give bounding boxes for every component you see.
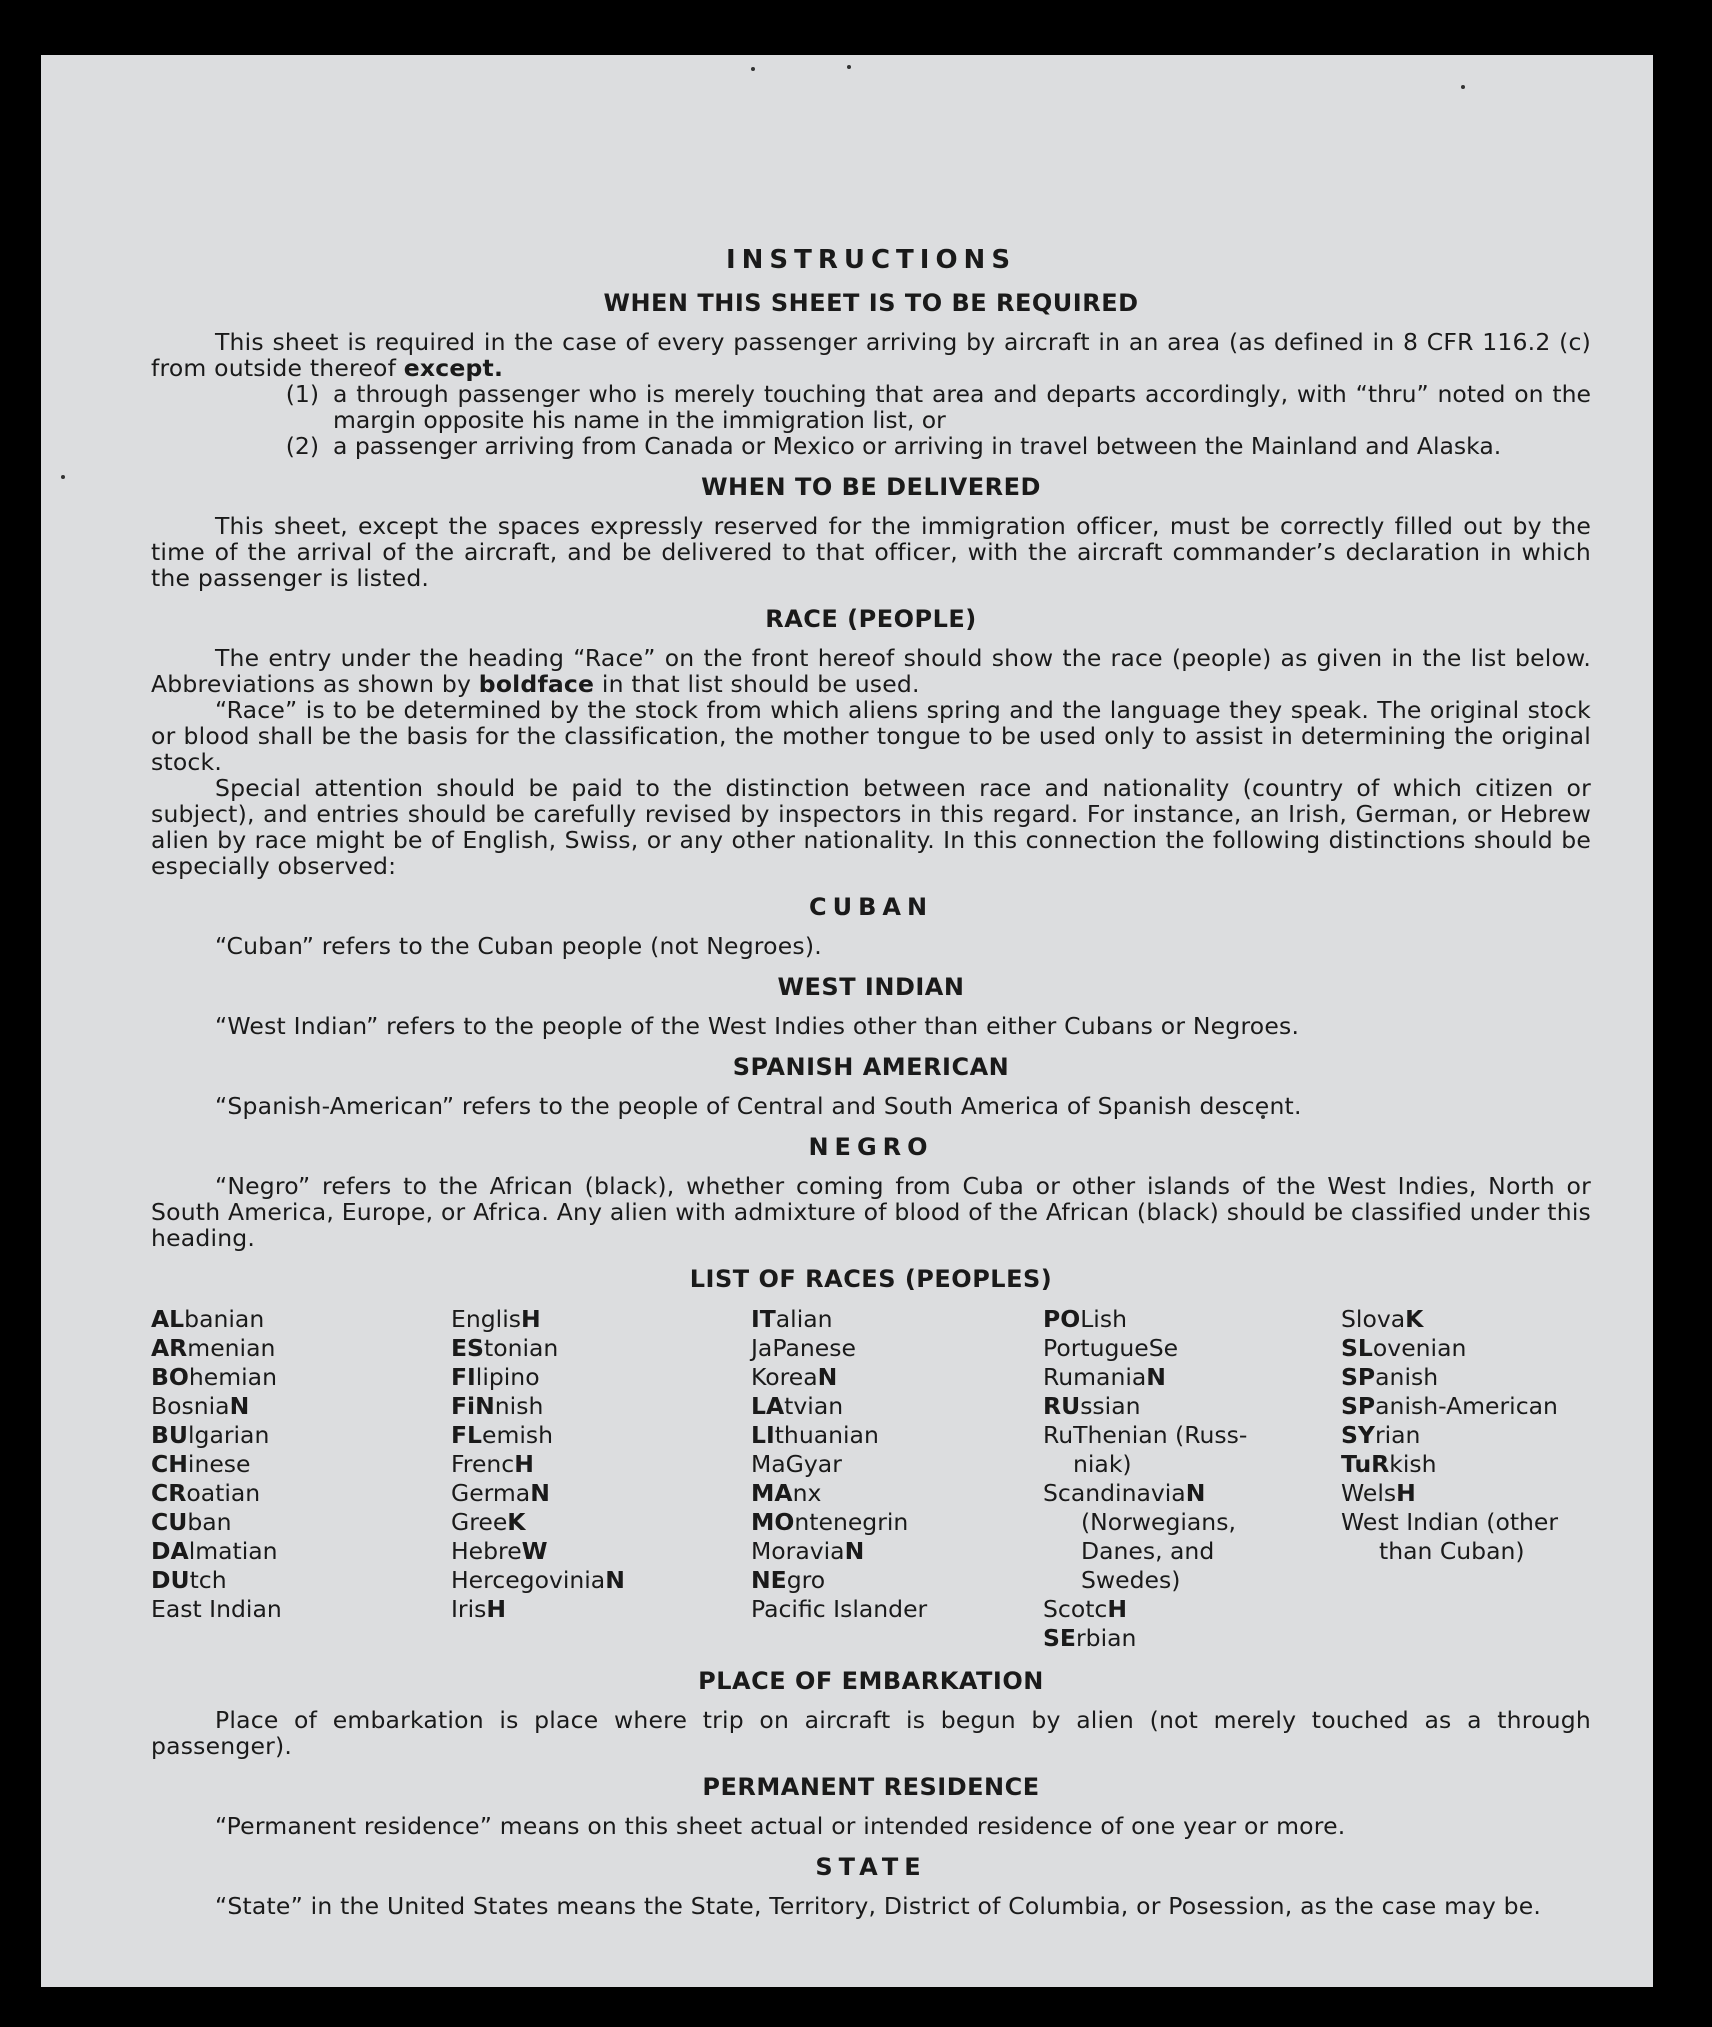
race-entry: SLovenian [1341,1334,1467,1362]
races-list [151,1305,1591,1653]
race-paragraph-1: The entry under the heading “Race” on the front hereof should show the race (people) as given in the list below. Abbreviations as shown by boldface in that list should be used. [151,644,1591,698]
race-entry: HebreW [451,1537,548,1565]
race-entry: ALbanian [151,1305,265,1333]
delivered-paragraph: This sheet, except the spaces expressly reserved for the immigration officer, must be correctly filled out by the time of the arrival of the aircraft, and be delivered to that officer, with the aircraft commander’s declaration in which the passenger is listed. [151,512,1591,592]
race-entry: EnglisH [451,1305,541,1333]
race-entry: Danes, and [1081,1537,1215,1565]
race-entry: BOhemian [151,1363,277,1391]
document-sheet [41,55,1653,1987]
instructions-content [151,185,1591,1919]
race-entry: CHinese [151,1450,251,1478]
heading-race: RACE (PEOPLE) [765,605,977,633]
heading-list-of-races: LIST OF RACES (PEOPLES) [689,1265,1053,1293]
race-entry: SPanish-American [1341,1392,1558,1420]
race-entry: PortugueSe [1043,1334,1179,1362]
heading-cuban: CUBAN [808,893,934,921]
race-paragraph-2: “Race” is to be determined by the stock from which aliens spring and the language they speak. The original stock or blood shall be the basis for the classification, the mother tongue to be used only to assist in determining the original stock. [151,696,1591,776]
race-entry: CRoatian [151,1479,261,1507]
race-entry: RUssian [1043,1392,1141,1420]
race-entry: NEgro [751,1566,826,1594]
scan-speck [1461,85,1465,89]
race-entry: RumaniaN [1043,1363,1166,1391]
race-entry: RuThenian (Russ- [1043,1421,1248,1449]
races-column-2 [451,1305,751,1653]
heading-negro: NEGRO [808,1133,934,1161]
race-entry: FrencH [451,1450,534,1478]
residence-paragraph: “Permanent residence” means on this sheet actual or intended residence of one year or more. [215,1812,1346,1840]
race-entry: West Indian (other [1341,1508,1559,1536]
heading-when-delivered: WHEN TO BE DELIVERED [701,473,1041,501]
scan-speck [751,67,755,71]
race-entry: MoraviaN [751,1537,865,1565]
race-entry: ScotcH [1043,1595,1128,1623]
race-entry: MAnx [751,1479,822,1507]
race-entry: BosniaN [151,1392,250,1420]
required-intro: This sheet is required in the case of every passenger arriving by aircraft in an area (as defined in 8 CFR 116.2 (c) from outside thereof except. [151,328,1591,382]
race-entry: Pacific Islander [751,1595,928,1623]
races-column-4 [1043,1305,1341,1653]
cuban-paragraph: “Cuban” refers to the Cuban people (not Negroes). [215,932,822,960]
race-entry: SErbian [1043,1624,1137,1652]
race-entry: GermaN [451,1479,550,1507]
race-entry: TuRkish [1341,1450,1437,1478]
negro-paragraph: “Negro” refers to the African (black), whether coming from Cuba or other islands of the West Indies, North or South America, Europe, or Africa. Any alien with admixture of blood of the African (black) should be classified under this heading. [151,1172,1591,1252]
race-entry: SlovaK [1341,1305,1424,1333]
race-entry: IrisH [451,1595,507,1623]
races-column-5 [1341,1305,1591,1653]
race-entry: ITalian [751,1305,833,1333]
race-entry: MaGyar [751,1450,842,1478]
race-entry: DUtch [151,1566,227,1594]
race-entry: niak) [1073,1450,1132,1478]
race-entry: East Indian [151,1595,282,1623]
race-entry: FLemish [451,1421,554,1449]
embarkation-paragraph: Place of embarkation is place where trip on aircraft is begun by alien (not merely touched as a through passenger). [151,1706,1591,1760]
west-indian-paragraph: “West Indian” refers to the people of the West Indies other than either Cubans or Negroes. [215,1012,1300,1040]
race-entry: BUlgarian [151,1421,270,1449]
race-paragraph-3: Special attention should be paid to the distinction between race and nationality (country of which citizen or subject), and entries should be carefully revised by inspectors in this regard. For instance, an Irish, German, or Hebrew alien by race might be of English, Swiss, or any other nationality. In this connection the following distinctions should be especially observed: [151,774,1591,880]
race-entry: ScandinaviaN [1043,1479,1206,1507]
heading-state: STATE [815,1853,927,1881]
page-title: INSTRUCTIONS [725,245,1017,275]
scan-speck [61,475,65,479]
race-entry: LIthuanian [751,1421,879,1449]
race-entry: DAlmatian [151,1537,278,1565]
exception-list [151,381,1591,459]
race-entry: MOntenegrin [751,1508,909,1536]
race-entry: (Norwegians, [1081,1508,1236,1536]
race-entry: KoreaN [751,1363,838,1391]
race-entry: EStonian [451,1334,559,1362]
heading-when-required: WHEN THIS SHEET IS TO BE REQUIRED [603,289,1139,317]
races-column-1 [151,1305,451,1653]
race-entry: CUban [151,1508,232,1536]
race-entry: WelsH [1341,1479,1416,1507]
race-entry: than Cuban) [1379,1537,1525,1565]
race-entry: POLish [1043,1305,1127,1333]
race-entry: GreeK [451,1508,526,1536]
race-entry: SPanish [1341,1363,1439,1391]
exception-item: (1) a through passenger who is merely touching that area and departs accordingly, with “thru” noted on the margin opposite his name in the immigration list, or [285,380,1591,434]
heading-spanish-american: SPANISH AMERICAN [732,1053,1010,1081]
exception-item: (2) a passenger arriving from Canada or Mexico or arriving in travel between the Mainland and Alaska. [285,432,1502,460]
race-entry: ARmenian [151,1334,276,1362]
race-entry: LAtvian [751,1392,844,1420]
race-entry: JaPanese [751,1334,856,1362]
race-entry: HercegoviniaN [451,1566,625,1594]
race-entry: SYrian [1341,1421,1421,1449]
race-entry: Swedes) [1081,1566,1181,1594]
heading-west-indian: WEST INDIAN [777,973,965,1001]
heading-permanent-residence: PERMANENT RESIDENCE [702,1773,1040,1801]
heading-embarkation: PLACE OF EMBARKATION [698,1667,1044,1695]
race-entry: FiNnish [451,1392,544,1420]
races-column-3 [751,1305,1043,1653]
spanish-american-paragraph: “Spanish-American” refers to the people of Central and South America of Spanish descent. [215,1092,1302,1120]
state-paragraph: “State” in the United States means the State, Territory, District of Columbia, or Posession, as the case may be. [215,1892,1542,1920]
scan-speck [847,65,851,69]
race-entry: FIlipino [451,1363,540,1391]
